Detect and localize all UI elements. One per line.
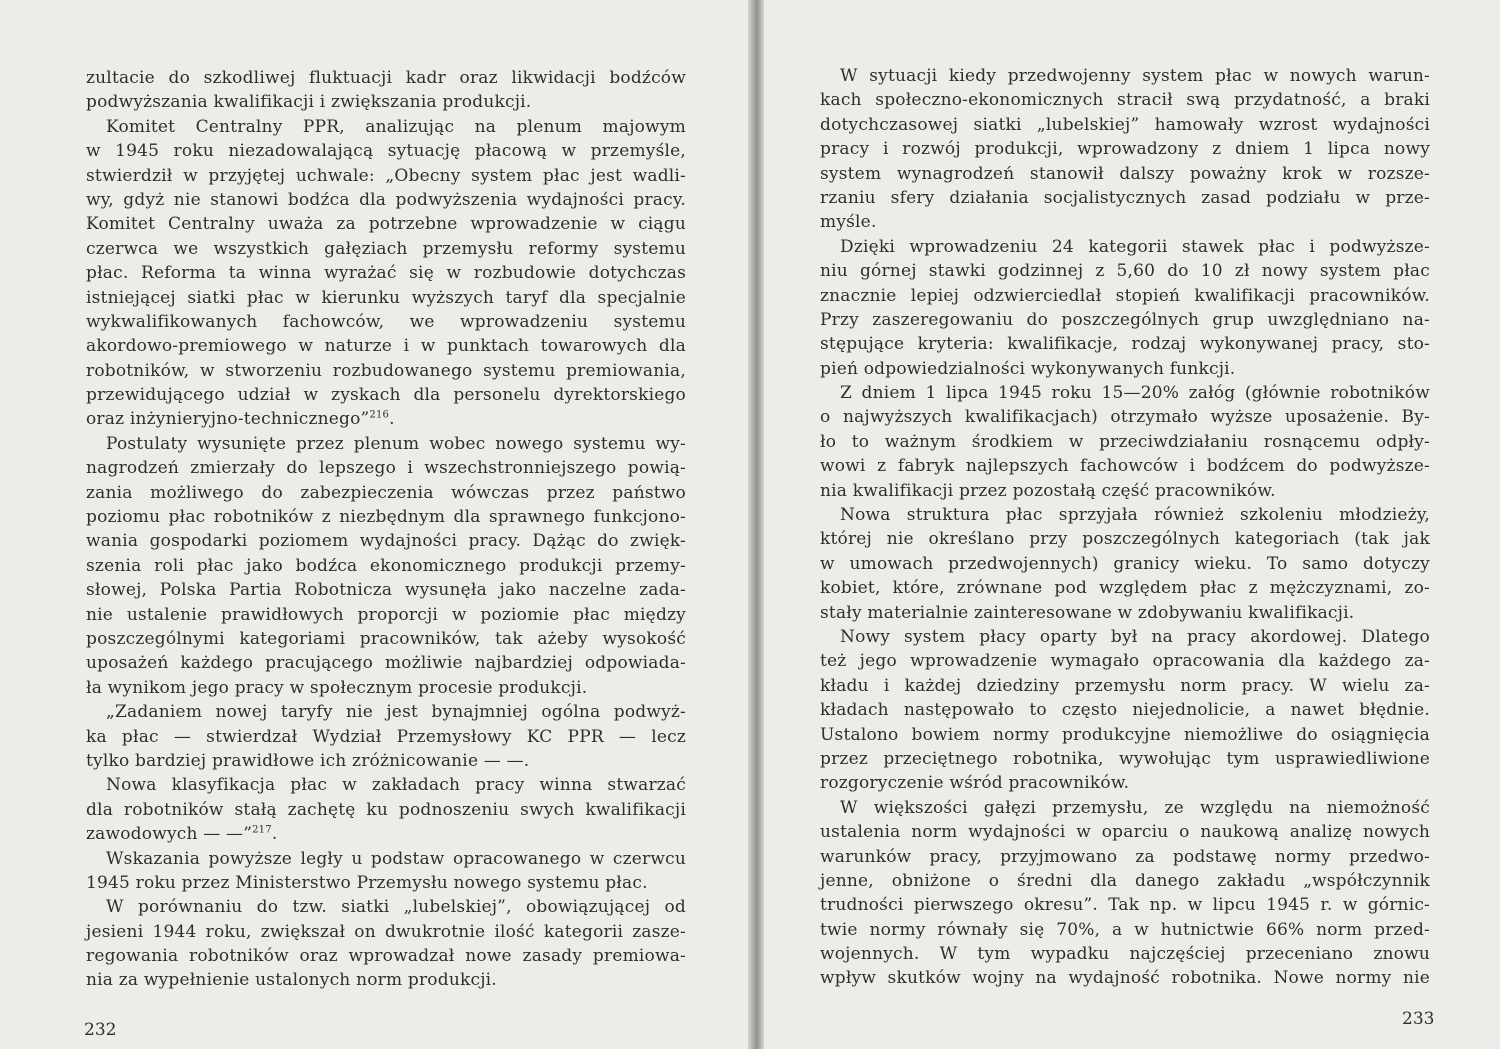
- left-page-text: [86, 66, 686, 993]
- text-line: podwyższania kwalifikacji i zwiększania produkcji.: [86, 92, 532, 113]
- text-line: wowi z fabryk najlepszych fachowców i bodźcem do podwyższe-: [820, 456, 1430, 477]
- text-line: wojennych. W tym wypadku najczęściej przeceniano znowu: [820, 944, 1430, 965]
- text-line: nie ustalenie prawidłowych proporcji w poziomie płac między: [86, 604, 686, 625]
- text-line: też jego wprowadzenie wymagało opracowania dla każdego za-: [820, 651, 1430, 672]
- text-line: poszczególnymi kategoriami pracowników, tak ażeby wysokość: [86, 628, 686, 649]
- text-line: Nowy system płacy oparty był na pracy akordowej. Dlatego: [840, 626, 1430, 647]
- page-number-left: 232: [84, 1020, 117, 1040]
- text-line: kobiet, które, zrównane pod względem płac z mężczyznami, zo-: [820, 578, 1430, 599]
- book-gutter: [748, 0, 764, 1049]
- text-line: słowej, Polska Partia Robotnicza wysunęła jako naczelne zada-: [86, 580, 686, 601]
- text-line: istniejącej siatki płac w kierunku wyższych taryf dla specjalnie: [86, 287, 686, 308]
- text-line: uposażeń każdego pracującego możliwie najbardziej odpowiada-: [86, 653, 686, 674]
- text-line: Z dniem 1 lipca 1945 roku 15—20% załóg (głównie robotników: [840, 383, 1430, 404]
- text-line: stępujące kryteria: kwalifikacje, rodzaj wykonywanej pracy, sto-: [820, 334, 1430, 355]
- text-line-with-footnote: [86, 407, 686, 431]
- text-line: W sytuacji kiedy przedwojenny system płac w nowych warun-: [840, 66, 1430, 86]
- text-line: przewidującego udział w zyskach dla personelu dyrektorskiego: [86, 385, 686, 406]
- text-line: 1945 roku przez Ministerstwo Przemysłu nowego systemu płac.: [86, 872, 648, 893]
- text-fragment: zawodowych — —”: [86, 824, 253, 845]
- text-line: akordowo-premiowego w naturze i w punktach towarowych dla: [86, 336, 686, 357]
- text-line: ła wynikom jego pracy w społecznym procesie produkcji.: [86, 677, 588, 698]
- footnote-marker: 216: [369, 409, 390, 421]
- right-page-text: [820, 64, 1430, 991]
- text-line: Nowa struktura płac sprzyjała również szkoleniu młodzieży,: [840, 505, 1430, 526]
- text-line: tylko bardziej prawidłowe ich zróżnicowanie — —.: [86, 750, 530, 771]
- text-line: ka płac — stwierdzał Wydział Przemysłowy KC PPR — lecz: [86, 726, 686, 747]
- text-fragment: oraz inżynieryjno-technicznego”: [86, 409, 370, 430]
- text-line: stwierdził w przyjętej uchwale: „Obecny system płac jest wadli-: [86, 165, 686, 186]
- text-line: kładach następowało to często niejednolicie, a nawet błędnie.: [820, 700, 1430, 721]
- text-fragment: .: [271, 824, 278, 845]
- text-line: twie normy równały się 70%, a w hutnictwie 66% norm przed-: [820, 919, 1430, 940]
- page-number-right: 233: [1402, 1009, 1435, 1029]
- text-line: Ustalono bowiem normy produkcyjne niemożliwe do osiągnięcia: [820, 724, 1430, 745]
- text-line: nia za wypełnienie ustalonych norm produkcji.: [86, 970, 497, 991]
- text-line: której nie określano przy poszczególnych kategoriach (tak jak: [820, 529, 1430, 550]
- text-line: trudności pierwszego okresu”. Tak np. w lipcu 1945 r. w górnic-: [820, 895, 1430, 916]
- text-line: poziomu płac robotników z niezbędnym dla sprawnego funkcjono-: [86, 507, 686, 528]
- text-line: pień odpowiedzialności wykonywanych funkcji.: [820, 358, 1236, 379]
- text-line: znacznie lepiej odzwierciedlał stopień kwalifikacji pracowników.: [820, 285, 1430, 306]
- text-fragment: .: [389, 409, 395, 430]
- text-line: system wynagrodzeń stanowił dalszy poważny krok w rozsze-: [820, 163, 1430, 184]
- text-line: jenne, obniżone o średni dla danego zakładu „współczynnik: [820, 870, 1430, 891]
- text-line: rzaniu sfery działania socjalistycznych zasad podziału w prze-: [820, 187, 1430, 208]
- text-line: Komitet Centralny PPR, analizując na plenum majowym: [106, 116, 686, 137]
- text-line: wpływ skutków wojny na wydajność robotnika. Nowe normy nie: [820, 968, 1430, 989]
- text-line: płac. Reforma ta winna wyrażać się w rozbudowie dotychczas: [86, 263, 686, 284]
- text-line: stały materialnie zainteresowane w zdobywaniu kwalifikacji.: [820, 602, 1355, 623]
- text-line: „Zadaniem nowej taryfy nie jest bynajmniej ogólna podwyż-: [106, 702, 686, 723]
- text-line: W porównaniu do tzw. siatki „lubelskiej”, obowiązującej od: [106, 897, 686, 918]
- text-line: robotników, w stworzeniu rozbudowanego systemu premiowania,: [86, 360, 686, 381]
- text-line-with-footnote: [86, 822, 686, 846]
- text-line: zultacie do szkodliwej fluktuacji kadr oraz likwidacji bodźców: [86, 68, 686, 88]
- text-line: w umowach przedwojennych) granicy wieku. To samo dotyczy: [820, 553, 1430, 574]
- text-line: Przy zaszeregowaniu do poszczególnych grup uwzględniano na-: [820, 309, 1430, 330]
- text-line: Postulaty wysunięte przez plenum wobec nowego systemu wy-: [106, 433, 686, 454]
- text-line: czerwca we wszystkich gałęziach przemysłu reformy systemu: [86, 238, 686, 259]
- footnote-marker: 217: [252, 824, 272, 836]
- text-line: Komitet Centralny uważa za potrzebne wprowadzenie w ciągu: [86, 214, 686, 235]
- text-line: wy, gdyż nie stanowi bodźca dla podwyższenia wydajności pracy.: [86, 189, 686, 210]
- text-line: jesieni 1944 roku, zwiększał on dwukrotnie ilość kategorii zasze-: [86, 921, 686, 942]
- text-line: regowania robotników oraz wprowadzał nowe zasady premiowa-: [86, 946, 686, 967]
- text-line: kach społeczno-ekonomicznych stracił swą przydatność, a braki: [820, 90, 1430, 111]
- text-line: wania gospodarki poziomem wydajności pracy. Dążąc do zwięk-: [86, 531, 686, 552]
- text-line: w 1945 roku niezadowalającą sytuację płacową w przemyśle,: [86, 141, 686, 162]
- text-line: Dzięki wprowadzeniu 24 kategorii stawek płac i podwyższe-: [840, 236, 1430, 257]
- text-line: ustalenia norm wydajności w oparciu o naukową analizę nowych: [820, 822, 1430, 843]
- text-line: przez przeciętnego robotnika, wywołując tym usprawiedliwione: [820, 748, 1430, 769]
- text-line: warunków pracy, przyjmowano za podstawę normy przedwo-: [820, 846, 1430, 867]
- text-line: W większości gałęzi przemysłu, ze względu na niemożność: [840, 797, 1430, 818]
- text-line: o najwyższych kwalifikacjach) otrzymało wyższe uposażenie. By-: [820, 407, 1430, 428]
- text-line: nagrodzeń zmierzały do lepszego i wszechstronniejszego powią-: [86, 458, 686, 479]
- text-line: zania możliwego do zabezpieczenia wówczas przez państwo: [86, 482, 686, 503]
- text-line: Wskazania powyższe legły u podstaw opracowanego w czerwcu: [106, 848, 686, 869]
- text-line: rozgoryczenie wśród pracowników.: [820, 773, 1130, 794]
- text-line: myśle.: [820, 212, 877, 233]
- text-line: ło to ważnym środkiem w przeciwdziałaniu rosnącemu odpły-: [820, 431, 1430, 452]
- text-line: kładu i każdej dziedziny przemysłu norm pracy. W wielu za-: [820, 675, 1430, 696]
- text-line: szenia roli płac jako bodźca ekonomicznego produkcji przemy-: [86, 555, 686, 576]
- text-line: niu górnej stawki godzinnej z 5,60 do 10 zł nowy system płac: [820, 261, 1430, 282]
- text-line: wykwalifikowanych fachowców, we wprowadzeniu systemu: [86, 311, 686, 332]
- text-line: dotychczasowej siatki „lubelskiej” hamowały wzrost wydajności: [820, 114, 1430, 135]
- text-line: Nowa klasyfikacja płac w zakładach pracy winna stwarzać: [106, 775, 686, 796]
- text-line: nia kwalifikacji przez pozostałą część pracowników.: [820, 480, 1276, 501]
- text-line: dla robotników stałą zachętę ku podnoszeniu swych kwalifikacji: [86, 799, 686, 820]
- text-line: pracy i rozwój produkcji, wprowadzony z dniem 1 lipca nowy: [820, 139, 1430, 160]
